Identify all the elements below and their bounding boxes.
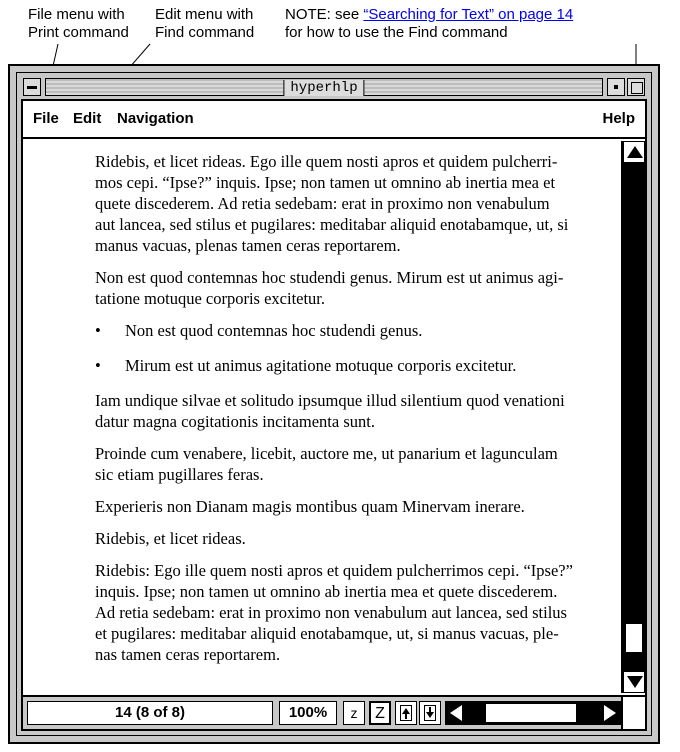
zoom-out-button[interactable]: z <box>343 701 365 725</box>
right-triangle <box>604 705 616 721</box>
next-page-icon[interactable] <box>419 701 441 725</box>
scroll-up-arrow-icon[interactable] <box>623 141 645 163</box>
note-prefix: NOTE: see <box>285 6 364 23</box>
paragraph-line: nas tamen ceras reportarem. <box>95 645 281 664</box>
paragraph <box>95 151 621 256</box>
paragraph-line: Ridebis, et licet rideas. Ego ille quem nosti apros et quidem pulcherri- <box>95 152 558 171</box>
bullet-glyph: • <box>95 356 101 375</box>
callout-line: Find command <box>155 24 255 41</box>
paragraph <box>95 528 621 549</box>
paragraph-line: sic etiam pugillares feras. <box>95 465 264 484</box>
paragraph-line: quete discederem. Ad retia sedebam: erat in proximo non venabulum <box>95 194 550 213</box>
paragraph <box>95 390 621 432</box>
scroll-left-arrow-icon[interactable] <box>446 702 468 724</box>
left-triangle <box>450 705 462 721</box>
paragraph <box>95 496 621 517</box>
paragraph-line: Proinde cum venabere, licebit, auctore me, ut panarium et lagunculam <box>95 444 558 463</box>
menu-navigation[interactable]: Navigation <box>117 110 194 127</box>
callout-line: Edit menu with <box>155 6 254 23</box>
note-callout <box>285 6 573 42</box>
paragraph-line: Ridebis: Ego ille quem nosti apros et quidem pulcherrimos cepi. “Ipse?” <box>95 561 573 580</box>
previous-page-icon[interactable] <box>395 701 417 725</box>
paragraph-line: tatione motuque corporis excitetur. <box>95 289 326 308</box>
paragraph-line: mos cepi. “Ipse?” inquis. Ipse; non tamen ut omnino ab inertia mea et <box>95 173 556 192</box>
scrollbar-corner <box>621 697 645 729</box>
paragraph-line: inquis. Ipse; non tamen ut omnino ab inertia mea et quete discederem. <box>95 582 558 601</box>
window-title: hyperhlp <box>283 80 364 96</box>
document-body <box>95 151 621 676</box>
prev-page-stem <box>405 714 407 719</box>
scroll-down-arrow-icon[interactable] <box>623 671 645 693</box>
paragraph-line: Non est quod contemnas hoc studendi genus. Mirum est ut animus agi- <box>95 268 564 287</box>
note-line-1 <box>285 6 573 24</box>
menu-bar <box>23 101 645 139</box>
note-line-2: for how to use the Find command <box>285 24 508 41</box>
status-bar <box>23 695 645 729</box>
paragraph-line: Ad retia sedebam: erat in proximo non venabulum aut lancea, sed stilus <box>95 603 567 622</box>
vertical-scrollbar[interactable] <box>621 141 645 693</box>
title-bar-stripes <box>45 78 603 96</box>
client-area <box>21 99 647 731</box>
menu-help[interactable]: Help <box>602 110 635 127</box>
bullet-item <box>95 320 621 341</box>
bullet-glyph: • <box>95 321 101 340</box>
edit-menu-callout <box>155 6 254 42</box>
zoom-in-button[interactable]: Z <box>369 701 391 725</box>
paragraph <box>95 560 621 665</box>
down-triangle <box>627 676 643 688</box>
next-page-box <box>424 705 436 721</box>
paragraph-line: Iam undique silvae et solitudo ipsumque illud silentium quod venationi <box>95 391 565 410</box>
bullet-text: Mirum est ut animus agitatione motuque corporis excitetur. <box>125 356 517 375</box>
paragraph-line: manus vacuas, plenas tamen ceras reportarem. <box>95 236 401 255</box>
up-triangle <box>627 146 643 158</box>
callout-line: File menu with <box>28 6 125 23</box>
vertical-scroll-thumb[interactable] <box>625 623 643 653</box>
title-bar[interactable] <box>21 77 647 97</box>
searching-for-text-link[interactable]: “Searching for Text” on page 14 <box>363 6 574 23</box>
horizontal-scroll-thumb[interactable] <box>486 704 576 722</box>
next-page-triangle <box>426 712 434 718</box>
scroll-right-arrow-icon[interactable] <box>598 702 620 724</box>
prev-page-box <box>400 705 412 721</box>
callout-line: Print command <box>28 24 129 41</box>
paragraph <box>95 267 621 309</box>
file-menu-callout <box>28 6 129 42</box>
help-window <box>8 64 660 744</box>
paragraph <box>95 443 621 485</box>
horizontal-scrollbar[interactable] <box>445 701 621 725</box>
system-menu-icon[interactable] <box>23 78 41 96</box>
paragraph-line: datur magna cogitationis incitamenta sunt. <box>95 412 375 431</box>
document-view <box>23 141 621 693</box>
zoom-level[interactable]: 100% <box>279 701 337 725</box>
paragraph-line: Ridebis, et licet rideas. <box>95 529 246 548</box>
paragraph-line: Experieris non Dianam magis montibus quam Minervam inerare. <box>95 497 525 516</box>
paragraph-line: aut lancea, sed stilus et pugilares: meditabar aliquid enotabamque, ut, si <box>95 215 569 234</box>
paragraph-line: et pugilares: meditabar aliquid enotabamque, ut, si manus vacuas, ple- <box>95 624 559 643</box>
maximize-icon[interactable] <box>627 78 645 96</box>
page-indicator: 14 (8 of 8) <box>27 701 273 725</box>
menu-file[interactable]: File <box>33 110 59 127</box>
minimize-icon[interactable] <box>607 78 625 96</box>
window-border <box>16 72 652 736</box>
bullet-item <box>95 355 621 376</box>
bullet-text: Non est quod contemnas hoc studendi genus. <box>125 321 423 340</box>
menu-edit[interactable]: Edit <box>73 110 102 127</box>
